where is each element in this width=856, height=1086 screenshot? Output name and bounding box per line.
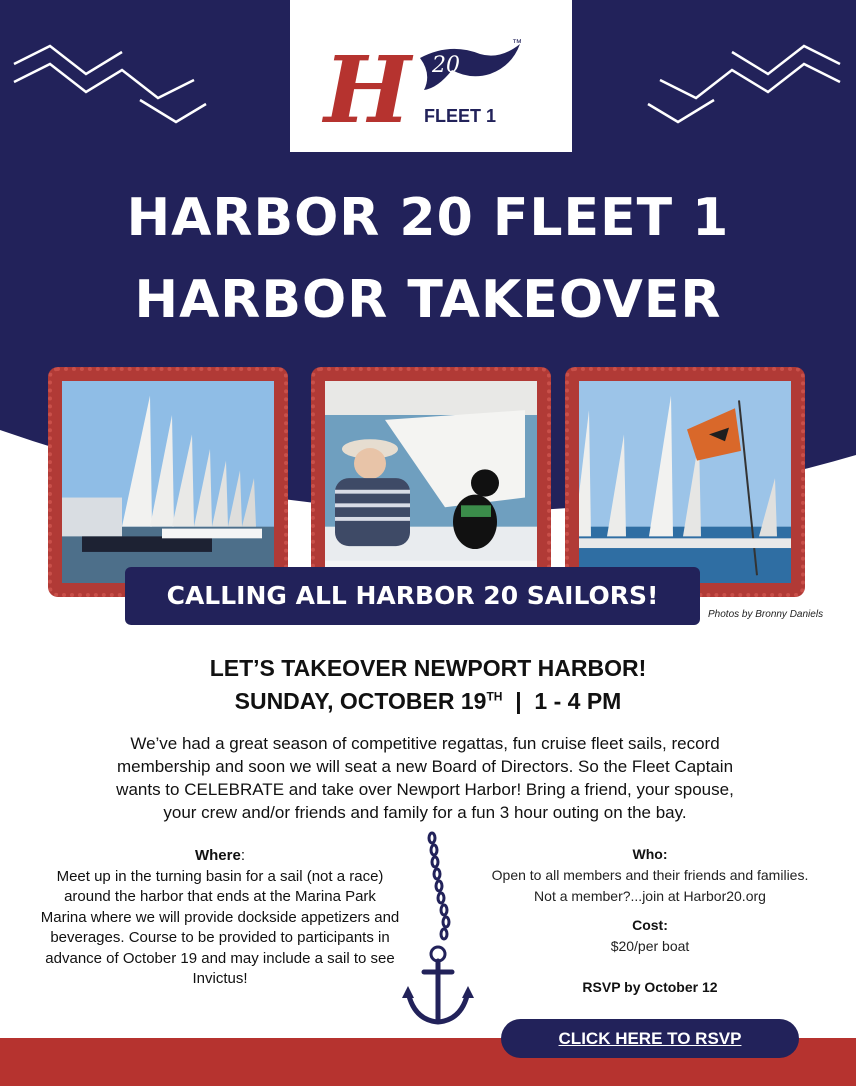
where-label: Where: [194, 847, 241, 864]
logo-letter: H: [324, 36, 411, 130]
photo-frame-1: [48, 367, 288, 597]
who-cost-section: [490, 844, 810, 998]
rsvp-button[interactable]: CLICK HERE TO RSVP: [501, 1019, 799, 1058]
intro-paragraph: We’ve had a great season of competitive regattas, fun cruise fleet sails, record membership and soon we will seat a new Board of Directors. So the Fleet Captain wants to CELEBRATE and take over Newport Harbor! Bring a friend, your spouse, your crew and/or friends and family for a fun 3 hour outing on the bay.: [116, 734, 734, 822]
anchor-icon: [398, 830, 478, 1030]
trademark: ™: [512, 38, 522, 49]
harbor20-logo-icon: [320, 30, 550, 130]
where-section: [40, 846, 400, 990]
logo-number: 20: [432, 53, 460, 78]
calling-all-sailors-banner: CALLING ALL HARBOR 20 SAILORS!: [125, 567, 700, 625]
logo-subtitle: FLEET 1: [424, 106, 497, 126]
where-colon: :: [240, 847, 245, 864]
date-suffix: TH: [486, 689, 503, 704]
headline-takeover: LET’S TAKEOVER NEWPORT HARBOR!: [209, 655, 647, 681]
photo-boats-flag: [579, 381, 791, 583]
who-text: Open to all members and their friends and families. Not a member?...join at Harbor20.org: [491, 867, 809, 904]
who-label: Who:: [632, 846, 668, 862]
zigzag-right-decoration: [644, 42, 844, 127]
zigzag-left-decoration: [10, 42, 210, 127]
photo-credit: Photos by Bronny Daniels: [708, 609, 824, 620]
photo-sailboats-dock: [62, 381, 274, 583]
page-title-line-2: HARBOR TAKEOVER: [134, 270, 722, 330]
page-title-line-1: HARBOR 20 FLEET 1: [126, 188, 730, 248]
cost-text: $20/per boat: [610, 938, 690, 954]
photo-frame-3: [565, 367, 805, 597]
cost-label: Cost:: [632, 917, 668, 933]
rsvp-deadline: RSVP by October 12: [582, 979, 718, 995]
headline-date-time: [0, 688, 856, 715]
event-date: SUNDAY, OCTOBER 19: [234, 688, 487, 714]
fleet-logo: [290, 0, 572, 152]
photo-sailor-dog: [325, 381, 537, 583]
event-time: | 1 - 4 PM: [502, 688, 622, 714]
photo-frame-2: [311, 367, 551, 597]
where-text: Meet up in the turning basin for a sail (not a race) around the harbor that ends at the Marina Park Marina where we will provide dockside appetizers and beverages. Course to be provided to participants in advance of October 19 and may include a sail to see Invictus!: [40, 867, 400, 987]
